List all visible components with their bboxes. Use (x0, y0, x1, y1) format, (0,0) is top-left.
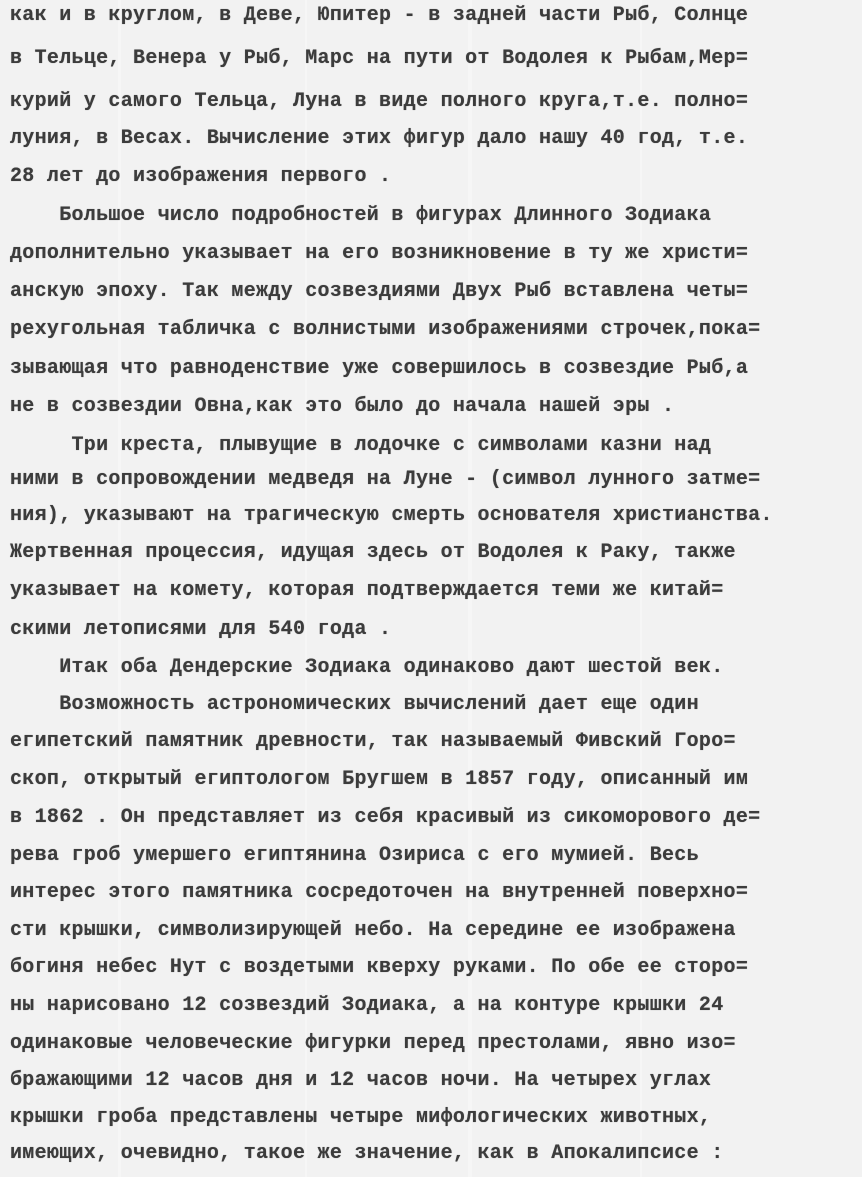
text-line: сти крышки, символизирующей небо. На середине ее изображена (10, 919, 736, 942)
text-line: Итак оба Дендерские Зодиака одинаково дают шестой век. (10, 656, 724, 679)
text-line: рева гроб умершего египтянина Озириса с его мумией. Весь (10, 844, 699, 867)
text-line: как и в круглом, в Деве, Юпитер - в задней части Рыб, Солнце (10, 4, 749, 27)
text-line: египетский памятник древности, так называемый Фивский Горо= (10, 730, 736, 753)
text-line: имеющих, очевидно, такое же значение, как в Апокалипсисе : (10, 1142, 724, 1165)
text-line: скими летописями для 540 года . (10, 618, 392, 641)
text-line: луния, в Весах. Вычисление этих фигур дало нашу 40 год, т.е. (10, 127, 749, 150)
text-line: интерес этого памятника сосредоточен на внутренней поверхно= (10, 881, 749, 904)
text-line: не в созвездии Овна,как это было до начала нашей эры . (10, 395, 675, 418)
text-line: указывает на комету, которая подтверждается теми же китай= (10, 579, 724, 602)
text-line: зывающая что равноденствие уже совершилось в созвездие Рыб,а (10, 357, 749, 380)
text-line: курий у самого Тельца, Луна в виде полного круга,т.е. полно= (10, 90, 749, 113)
text-line: в Тельце, Венера у Рыб, Марс на пути от Водолея к Рыбам,Мер= (10, 47, 749, 70)
text-line: 28 лет до изображения первого . (10, 165, 392, 188)
text-line: богиня небес Нут с воздетыми кверху руками. По обе ее сторо= (10, 956, 749, 979)
text-line: Возможность астрономических вычислений дает еще один (10, 693, 699, 716)
text-line: крышки гроба представлены четыре мифологических животных, (10, 1106, 712, 1129)
text-line: скоп, открытый египтологом Бругшем в 1857 году, описанный им (10, 768, 749, 791)
text-line: Жертвенная процессия, идущая здесь от Водолея к Раку, также (10, 541, 736, 564)
text-line: бражающими 12 часов дня и 12 часов ночи. На четырех углах (10, 1069, 712, 1092)
text-line: в 1862 . Он представляет из себя красивый из сикоморового де= (10, 806, 761, 829)
text-line: дополнительно указывает на его возникновение в ту же христи= (10, 242, 749, 265)
text-line: одинаковые человеческие фигурки перед престолами, явно изо= (10, 1032, 736, 1055)
text-line: рехугольная табличка с волнистыми изображениями строчек,пока= (10, 318, 761, 341)
text-line: Три креста, плывущие в лодочке с символами казни над (10, 434, 712, 457)
text-line: Большое число подробностей в фигурах Длинного Зодиака (10, 204, 712, 227)
text-line: ния), указывают на трагическую смерть основателя христианства. (10, 504, 773, 527)
text-line: анскую эпоху. Так между созвездиями Двух Рыб вставлена четы= (10, 280, 749, 303)
text-line: ны нарисовано 12 созвездий Зодиака, а на контуре крышки 24 (10, 994, 724, 1017)
text-line: ними в сопровождении медведя на Луне - (символ лунного затме= (10, 468, 761, 491)
